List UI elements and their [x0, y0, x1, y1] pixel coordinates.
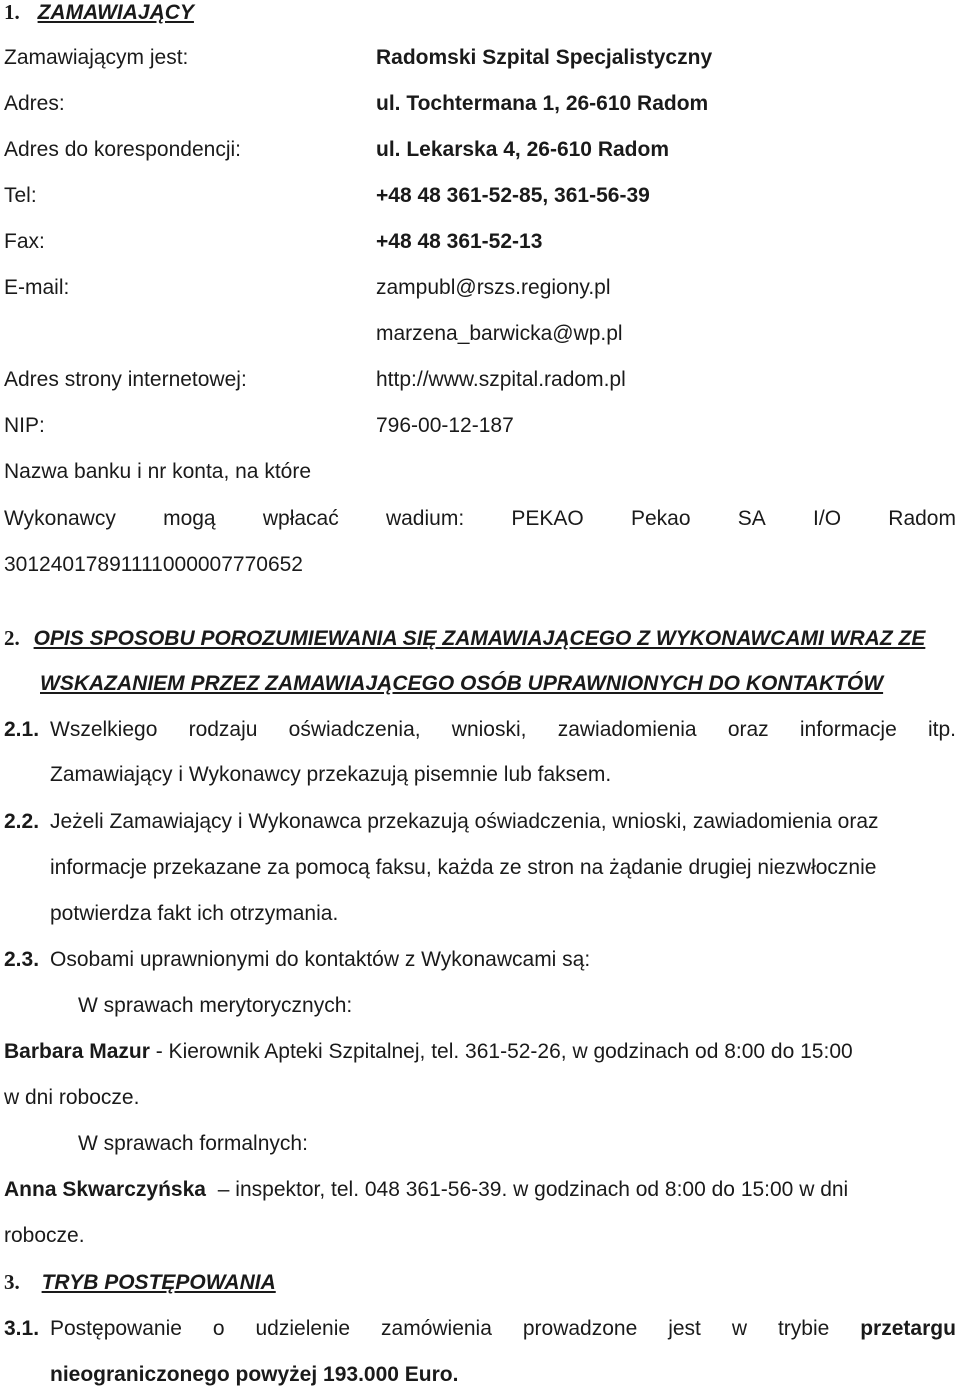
para-2-3-text: Osobami uprawnionymi do kontaktów z Wykonawcami są: [50, 948, 591, 971]
bank-word: I/O [813, 507, 842, 530]
bank-word: Radom [888, 507, 956, 530]
para-2-2-line-2: informacje przekazane za pomocą faksu, każda ze stron na żądanie drugiej niezwłocznie [50, 856, 877, 879]
bank-word: PEKAO [511, 507, 584, 530]
section-3-number: 3. [4, 1270, 20, 1294]
row-label-nip: NIP: [4, 414, 45, 437]
para-word: o [212, 1317, 225, 1340]
para-word: Postępowanie [50, 1317, 182, 1340]
row-label-tel: Tel: [4, 184, 37, 207]
para-2-1-line-1 [50, 717, 956, 743]
row-value-email-1[interactable]: zampubl@rszs.regiony.pl [376, 276, 611, 299]
bank-word: wadium: [385, 507, 465, 530]
section-2-heading [4, 625, 925, 652]
para-word: informacje [799, 718, 897, 741]
section-1-heading [4, 0, 194, 26]
row-value-fax: +48 48 361-52-13 [376, 230, 543, 253]
para-word: udzielenie [255, 1317, 351, 1340]
formal-contact-name: Anna Skwarczyńska [4, 1178, 206, 1201]
para-2-1-number: 2.1. [4, 718, 40, 741]
bank-line-1: Nazwa banku i nr konta, na które [4, 460, 312, 483]
section-2-title-line-1: OPIS SPOSOBU POROZUMIEWANIA SIĘ ZAMAWIAJĄCEGO Z WYKONAWCAMI WRAZ ZE [33, 627, 926, 650]
para-word: wnioski, [451, 718, 527, 741]
para-2-2-line-3: potwierdza fakt ich otrzymania. [50, 902, 339, 925]
section-2-title-line-2: WSKAZANIEM PRZEZ ZAMAWIAJĄCEGO OSÓB UPRAWNIONYCH DO KONTAKTÓW [40, 672, 884, 695]
formal-contact-details: – inspektor, tel. 048 361-56-39. w godzinach od 8:00 do 15:00 w dni [217, 1178, 849, 1201]
section-2-number: 2. [4, 626, 20, 650]
row-label-adres-korespondencji: Adres do korespondencji: [4, 138, 241, 161]
row-value-zamawiajacy: Radomski Szpital Specjalistyczny [376, 46, 713, 69]
section-1-number: 1. [4, 0, 20, 24]
para-2-1-line-2: Zamawiający i Wykonawcy przekazują pisemnie lub faksem. [50, 763, 612, 786]
merit-contact-line [4, 1039, 853, 1065]
para-word: itp. [927, 718, 956, 741]
merit-contact-cont: w dni robocze. [4, 1086, 140, 1109]
bank-line-2 [4, 506, 956, 532]
formal-heading: W sprawach formalnych: [78, 1132, 308, 1155]
para-word: w [731, 1317, 747, 1340]
para-3-1-line-1 [50, 1316, 956, 1342]
para-word: trybie [777, 1317, 830, 1340]
bank-word: SA [737, 507, 766, 530]
bank-word: Wykonawcy [4, 507, 116, 530]
row-value-tel: +48 48 361-52-85, 361-56-39 [376, 184, 650, 207]
row-label-www: Adres strony internetowej: [4, 368, 247, 391]
para-2-3-number: 2.3. [4, 948, 40, 971]
row-label-zamawiajacy: Zamawiającym jest: [4, 46, 189, 69]
row-value-email-2[interactable]: marzena_barwicka@wp.pl [376, 322, 623, 345]
formal-contact-cont: robocze. [4, 1224, 85, 1247]
row-label-email: E-mail: [4, 276, 70, 299]
section-3-heading [4, 1269, 276, 1296]
para-word: rodzaju [188, 718, 258, 741]
merit-heading: W sprawach merytorycznych: [78, 994, 353, 1017]
row-label-adres: Adres: [4, 92, 65, 115]
para-3-1-line-2: nieograniczonego powyżej 193.000 Euro. [50, 1363, 459, 1386]
para-word-bold: przetargu [860, 1317, 956, 1340]
para-word: jest [668, 1317, 701, 1340]
para-word: oświadczenia, [288, 718, 421, 741]
bank-account-number: 30124017891111000007770652 [4, 553, 303, 576]
para-word: prowadzone [522, 1317, 638, 1340]
merit-contact-details: - Kierownik Apteki Szpitalnej, tel. 361-52-26, w godzinach od 8:00 do 15:00 [155, 1040, 853, 1063]
section-1-title: ZAMAWIAJĄCY [37, 1, 194, 24]
para-2-2-line-1: Jeżeli Zamawiający i Wykonawca przekazują oświadczenia, wnioski, zawiadomienia oraz [50, 810, 879, 833]
row-label-fax: Fax: [4, 230, 45, 253]
row-value-nip: 796-00-12-187 [376, 414, 514, 437]
bank-word: wpłacać [262, 507, 339, 530]
para-word: Wszelkiego [50, 718, 158, 741]
bank-word: Pekao [631, 507, 691, 530]
para-3-1-number: 3.1. [4, 1317, 40, 1340]
bank-word: mogą [163, 507, 216, 530]
para-2-2-number: 2.2. [4, 810, 40, 833]
para-word: zawiadomienia [557, 718, 697, 741]
section-3-title: TRYB POSTĘPOWANIA [41, 1271, 276, 1294]
formal-contact-line [4, 1177, 848, 1203]
row-value-adres-korespondencji: ul. Lekarska 4, 26-610 Radom [376, 138, 669, 161]
para-word: oraz [727, 718, 769, 741]
merit-contact-name: Barbara Mazur [4, 1040, 150, 1063]
row-value-www[interactable]: http://www.szpital.radom.pl [376, 368, 626, 391]
row-value-adres: ul. Tochtermana 1, 26-610 Radom [376, 92, 709, 115]
para-word: zamówienia [381, 1317, 492, 1340]
